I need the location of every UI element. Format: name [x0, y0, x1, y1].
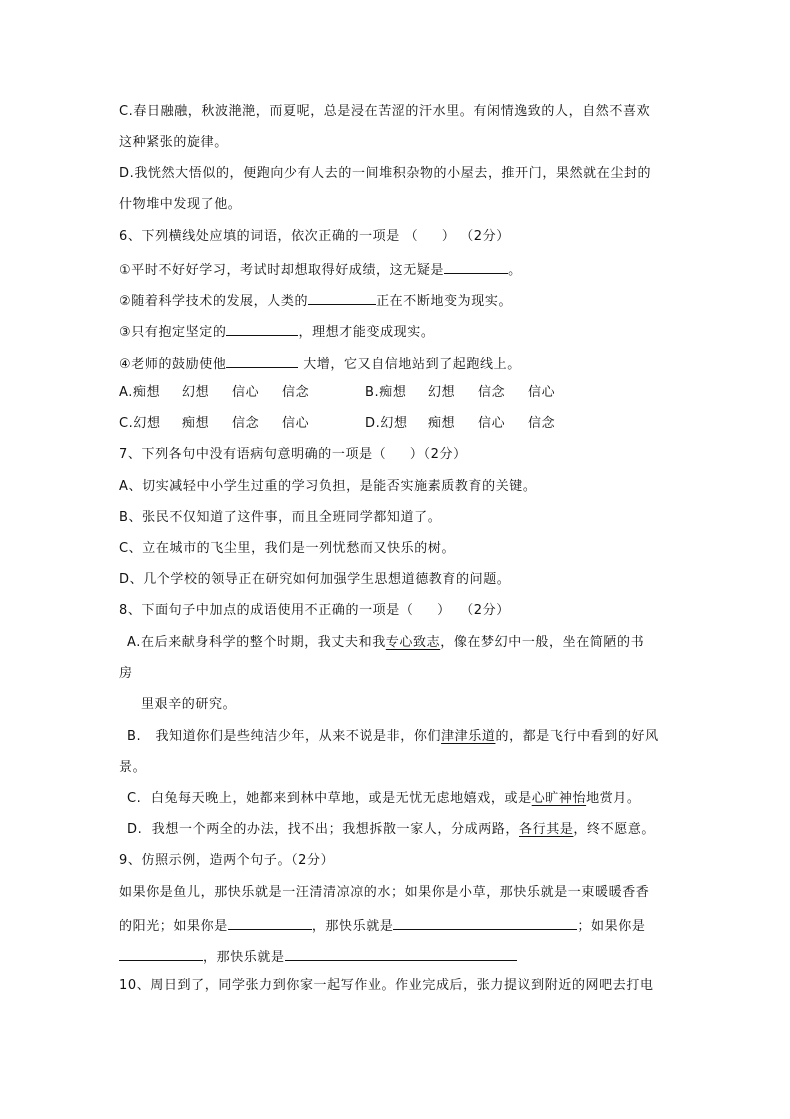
answer-blank[interactable]: [444, 260, 508, 274]
q6-sentence-2: ②随着科学技术的发展，人类的 正在不断地变为现实。: [119, 291, 512, 310]
q7-option-d: D、几个学校的领导正在研究如何加强学生思想道德教育的问题。: [119, 572, 511, 587]
q8-option-c: C. 白兔每天晚上，她都来到林中草地，或是无忧无虑地嬉戏，或是心旷神怡地赏月。: [127, 791, 641, 806]
answer-blank[interactable]: [393, 916, 577, 930]
q7-option-c: C、立在城市的飞尘里，我们是一列忧愁而又快乐的树。: [119, 541, 456, 556]
answer-blank[interactable]: [285, 947, 517, 961]
q5-option-c-line1: C.春日融融，秋波滟滟，而夏呢，总是浸在苦涩的汗水里。有闲情逸致的人，自然不喜欢: [119, 104, 651, 119]
dotted-idiom: 专心致志: [385, 635, 441, 650]
q5-option-d-line1: D.我恍然大悟似的，便跑向少有人去的一间堆积杂物的小屋去，推开门，果然就在尘封的: [119, 166, 652, 181]
q6-stem: 6、下列横线处应填的词语，依次正确的一项是 （ ） （2分）: [119, 229, 510, 244]
q7-option-a: A、切实减轻中小学生过重的学习负担，是能否实施素质教育的关键。: [119, 479, 537, 494]
dotted-idiom: 心旷神怡: [531, 791, 587, 806]
q6-sentence-3: ③只有抱定坚定的 ，理想才能变成现实。: [119, 322, 434, 341]
q5-option-d-line2: 什物堆中发现了他。: [119, 197, 242, 212]
q6-sentence-1: ①平时不好好学习，考试时却想取得好成绩，这无疑是 。: [119, 260, 522, 279]
answer-blank[interactable]: [226, 354, 298, 368]
q8-option-b-line1: B. 我知道你们是些纯洁少年，从来不说是非，你们津津乐道的，都是飞行中看到的好风: [127, 729, 659, 744]
q6-options-ab: A.痴想 幻想 信心 信念 B.痴想 幻想 信念 信心: [119, 385, 556, 400]
q6-options-cd: C.幻想 痴想 信念 信心 D.幻想 痴想 信心 信念: [119, 416, 556, 431]
q7-option-b: B、张民不仅知道了这件事，而且全班同学都知道了。: [119, 510, 442, 525]
q9-example-line1: 如果你是鱼儿，那快乐就是一汪清清凉凉的水；如果你是小草，那快乐就是一束暖暖香香: [119, 885, 650, 900]
q8-option-a-line2: 房: [119, 666, 133, 681]
answer-blank[interactable]: [228, 916, 312, 930]
answer-blank[interactable]: [308, 291, 376, 305]
dotted-idiom: 津津乐道: [441, 729, 496, 744]
q9-example-line3: ，那快乐就是: [119, 947, 517, 966]
q9-stem: 9、仿照示例，造两个句子。（2分）: [119, 853, 335, 868]
answer-blank[interactable]: [119, 947, 203, 961]
q7-stem: 7、下列各句中没有语病句意明确的一项是（ ）（2分）: [119, 447, 467, 462]
q8-option-a-line3: 里艰辛的研究。: [141, 697, 237, 712]
q5-option-c-line2: 这种紧张的旋律。: [119, 135, 228, 150]
q6-sentence-4: ④老师的鼓励使他 大增，它又自信地站到了起跑线上。: [119, 354, 521, 373]
q8-option-a-line1: A.在后来献身科学的整个时期，我丈夫和我专心致志，像在梦幻中一般，坐在简陋的书: [127, 635, 645, 650]
dotted-idiom: 各行其是: [519, 822, 574, 837]
q8-stem: 8、下面句子中加点的成语使用不正确的一项是（ ） （2分）: [119, 603, 510, 618]
q10-line: 10、周日到了，同学张力到你家一起写作业。作业完成后，张力提议到附近的网吧去打电: [119, 978, 654, 993]
q8-option-b-line2: 景。: [119, 760, 147, 775]
q9-example-line2: 的阳光；如果你是 ，那快乐就是 ；如果你是: [119, 916, 645, 935]
answer-blank[interactable]: [226, 322, 298, 336]
q8-option-d: D. 我想一个两全的办法，找不出；我想拆散一家人，分成两路，各行其是，终不愿意。: [127, 822, 656, 837]
